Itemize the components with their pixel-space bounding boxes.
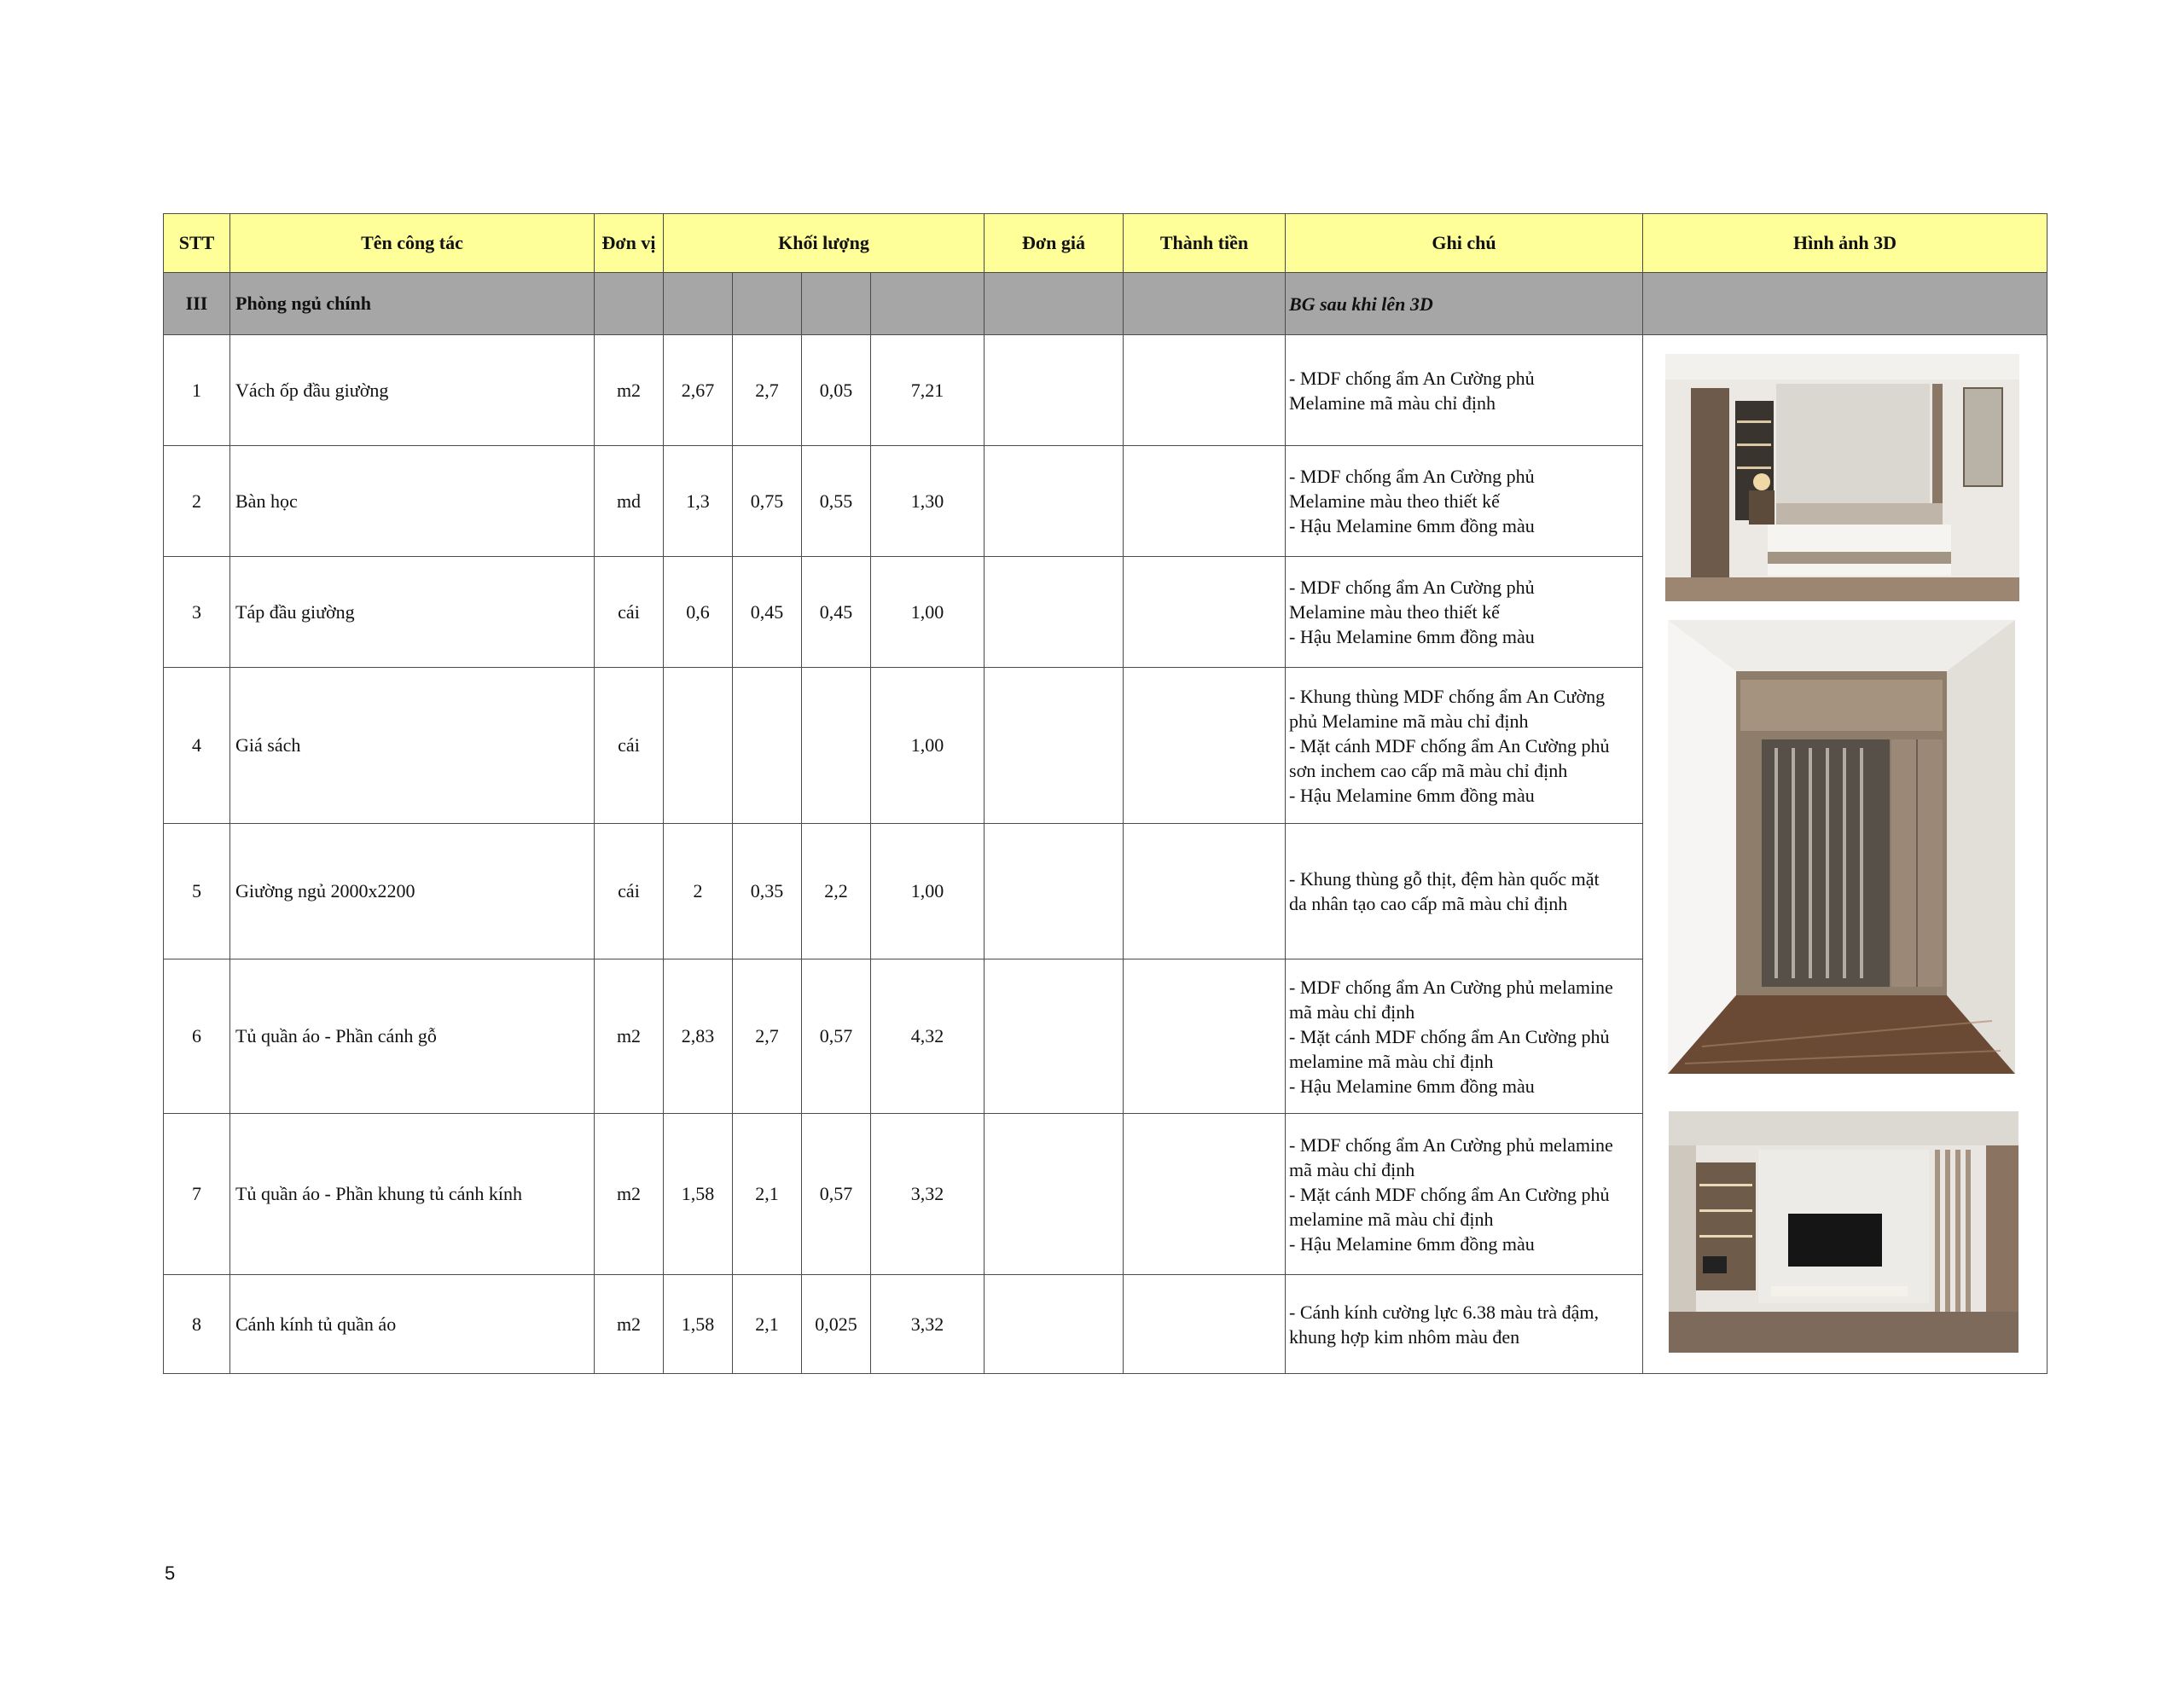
note-line: mã màu chỉ định <box>1289 1000 1415 1023</box>
row-note <box>1286 446 1643 557</box>
row-qty-2: 0,35 <box>733 824 802 959</box>
row-amount <box>1124 446 1286 557</box>
note-line: - Khung thùng MDF chống ẩm An Cường <box>1289 685 1606 707</box>
row-note <box>1286 668 1643 824</box>
header-hinh-anh: Hình ảnh 3D <box>1643 214 2048 273</box>
row-amount <box>1124 1114 1286 1275</box>
row-qty-3: 0,05 <box>802 335 871 446</box>
row-qty-3 <box>802 668 871 824</box>
row-stt: 7 <box>164 1114 230 1275</box>
row-unit: cái <box>595 557 664 668</box>
row-note <box>1286 1275 1643 1374</box>
row-name: Giá sách <box>230 668 595 824</box>
row-unit: m2 <box>595 1275 664 1374</box>
note-line: - Cánh kính cường lực 6.38 màu trà đậm, <box>1289 1301 1599 1323</box>
row-qty-3: 2,2 <box>802 824 871 959</box>
note-line: - MDF chống ẩm An Cường phủ <box>1289 577 1535 598</box>
header-khoi-luong: Khối lượng <box>664 214 985 273</box>
row-note <box>1286 1114 1643 1275</box>
row-stt: 5 <box>164 824 230 959</box>
row-qty-2: 2,7 <box>733 335 802 446</box>
row-qty-1: 0,6 <box>664 557 733 668</box>
row-qty-3: 0,57 <box>802 959 871 1114</box>
note-line: - Khung thùng gỗ thịt, đệm hàn quốc mặt <box>1289 868 1600 890</box>
header-ten-cong-tac: Tên công tác <box>230 214 595 273</box>
row-qty-total: 1,00 <box>871 557 985 668</box>
header-stt: STT <box>164 214 230 273</box>
row-qty-1: 2 <box>664 824 733 959</box>
note-line: - Mặt cánh MDF chống ẩm An Cường phủ <box>1289 1025 1610 1047</box>
header-don-gia: Đơn giá <box>985 214 1124 273</box>
row-note <box>1286 557 1643 668</box>
note-line: - MDF chống ẩm An Cường phủ melamine <box>1289 1133 1613 1156</box>
row-unit-price <box>985 824 1124 959</box>
note-line: - Hậu Melamine 6mm đồng màu <box>1289 1232 1535 1255</box>
bedroom-render-image <box>1665 354 2019 601</box>
note-line: - MDF chống ẩm An Cường phủ melamine <box>1289 976 1613 998</box>
row-unit: m2 <box>595 959 664 1114</box>
row-qty-total: 4,32 <box>871 959 985 1114</box>
row-stt: 8 <box>164 1275 230 1374</box>
row-name: Giường ngủ 2000x2200 <box>230 824 595 959</box>
row-amount <box>1124 557 1286 668</box>
row-qty-1: 2,67 <box>664 335 733 446</box>
row-name: Bàn học <box>230 446 595 557</box>
note-line: Melamine màu theo thiết kế <box>1289 490 1500 512</box>
row-qty-2: 0,45 <box>733 557 802 668</box>
page-number: 5 <box>165 1562 176 1584</box>
row-unit-price <box>985 668 1124 824</box>
row-qty-3: 0,45 <box>802 557 871 668</box>
note-line: mã màu chỉ định <box>1289 1158 1415 1180</box>
row-name: Vách ốp đầu giường <box>230 335 595 446</box>
row-qty-3: 0,55 <box>802 446 871 557</box>
header-thanh-tien: Thành tiền <box>1124 214 1286 273</box>
note-line: da nhân tạo cao cấp mã màu chỉ định <box>1289 893 1568 914</box>
note-line: phủ Melamine mã màu chỉ định <box>1289 710 1529 732</box>
row-amount <box>1124 668 1286 824</box>
note-line: - MDF chống ẩm An Cường phủ <box>1289 367 1535 389</box>
wardrobe-render-image <box>1668 620 2015 1074</box>
row-name: Táp đầu giường <box>230 557 595 668</box>
note-line: - Mặt cánh MDF chống ẩm An Cường phủ <box>1289 734 1610 757</box>
row-amount <box>1124 824 1286 959</box>
header-don-vi: Đơn vị <box>595 214 664 273</box>
row-note <box>1286 959 1643 1114</box>
row-qty-3: 0,57 <box>802 1114 871 1275</box>
note-line: - MDF chống ẩm An Cường phủ <box>1289 466 1535 487</box>
row-stt: 1 <box>164 335 230 446</box>
note-line: - Mặt cánh MDF chống ẩm An Cường phủ <box>1289 1183 1610 1205</box>
row-qty-total: 7,21 <box>871 335 985 446</box>
note-line: melamine mã màu chỉ định <box>1289 1050 1494 1072</box>
row-name: Tủ quần áo - Phần khung tủ cánh kính <box>230 1114 595 1275</box>
row-unit-price <box>985 959 1124 1114</box>
row-qty-2: 2,7 <box>733 959 802 1114</box>
note-line: Melamine màu theo thiết kế <box>1289 601 1500 623</box>
row-qty-1: 1,58 <box>664 1275 733 1374</box>
row-qty-1: 1,3 <box>664 446 733 557</box>
row-qty-total: 3,32 <box>871 1275 985 1374</box>
row-qty-1 <box>664 668 733 824</box>
row-name: Cánh kính tủ quần áo <box>230 1275 595 1374</box>
row-qty-1: 1,58 <box>664 1114 733 1275</box>
row-stt: 3 <box>164 557 230 668</box>
row-qty-2 <box>733 668 802 824</box>
section-note: BG sau khi lên 3D <box>1286 273 1643 335</box>
tv-wall-render-image <box>1669 1111 2018 1353</box>
row-qty-2: 0,75 <box>733 446 802 557</box>
header-ghi-chu: Ghi chú <box>1286 214 1643 273</box>
row-unit-price <box>985 446 1124 557</box>
row-amount <box>1124 959 1286 1114</box>
note-line: - Hậu Melamine 6mm đồng màu <box>1289 784 1535 806</box>
section-row <box>164 273 2048 335</box>
header-row <box>164 214 2048 273</box>
row-qty-total: 1,00 <box>871 824 985 959</box>
section-title: Phòng ngủ chính <box>230 273 595 335</box>
row-qty-total: 1,30 <box>871 446 985 557</box>
row-unit: m2 <box>595 335 664 446</box>
note-line: Melamine mã màu chỉ định <box>1289 391 1496 414</box>
row-qty-total: 3,32 <box>871 1114 985 1275</box>
row-unit-price <box>985 1275 1124 1374</box>
row-qty-1: 2,83 <box>664 959 733 1114</box>
row-qty-2: 2,1 <box>733 1275 802 1374</box>
row-unit: cái <box>595 668 664 824</box>
row-qty-3: 0,025 <box>802 1275 871 1374</box>
note-line: khung hợp kim nhôm màu đen <box>1289 1325 1520 1348</box>
row-stt: 2 <box>164 446 230 557</box>
row-stt: 6 <box>164 959 230 1114</box>
section-stt: III <box>164 273 230 335</box>
row-unit: m2 <box>595 1114 664 1275</box>
row-unit-price <box>985 335 1124 446</box>
row-unit: cái <box>595 824 664 959</box>
note-line: - Hậu Melamine 6mm đồng màu <box>1289 626 1535 647</box>
note-line: - Hậu Melamine 6mm đồng màu <box>1289 1075 1535 1097</box>
row-note <box>1286 335 1643 446</box>
row-note <box>1286 824 1643 959</box>
row-amount <box>1124 1275 1286 1374</box>
row-amount <box>1124 335 1286 446</box>
note-line: melamine mã màu chỉ định <box>1289 1208 1494 1230</box>
row-unit-price <box>985 1114 1124 1275</box>
note-line: sơn inchem cao cấp mã màu chỉ định <box>1289 759 1568 781</box>
note-line: - Hậu Melamine 6mm đồng màu <box>1289 515 1535 536</box>
row-stt: 4 <box>164 668 230 824</box>
row-unit-price <box>985 557 1124 668</box>
row-name: Tủ quần áo - Phần cánh gỗ <box>230 959 595 1114</box>
row-qty-total: 1,00 <box>871 668 985 824</box>
row-qty-2: 2,1 <box>733 1114 802 1275</box>
row-unit: md <box>595 446 664 557</box>
